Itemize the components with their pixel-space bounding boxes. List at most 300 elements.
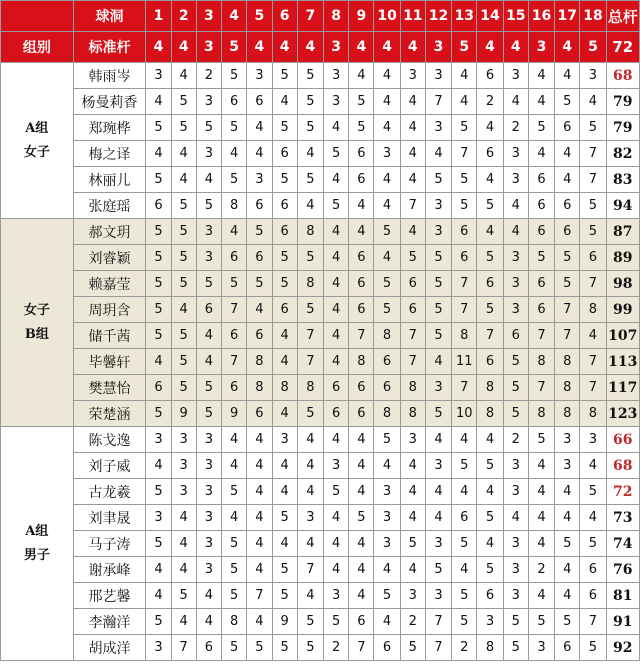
hole-score: 4 bbox=[349, 63, 374, 89]
hole-score: 5 bbox=[374, 271, 400, 297]
hole-score: 3 bbox=[425, 193, 451, 219]
hole-score: 7 bbox=[452, 271, 477, 297]
hole-score: 8 bbox=[477, 635, 503, 661]
hole-score: 5 bbox=[247, 271, 272, 297]
hole-number: 17 bbox=[555, 1, 580, 32]
hole-score: 4 bbox=[247, 505, 272, 531]
hole-score: 8 bbox=[374, 401, 400, 427]
hole-score: 8 bbox=[528, 401, 554, 427]
hole-score: 4 bbox=[247, 115, 272, 141]
hole-score: 5 bbox=[425, 557, 451, 583]
hole-score: 4 bbox=[452, 89, 477, 115]
hole-score: 7 bbox=[477, 323, 503, 349]
hole-score: 3 bbox=[247, 167, 272, 193]
hole-score: 7 bbox=[297, 557, 323, 583]
hole-score: 3 bbox=[171, 479, 196, 505]
hole-number: 8 bbox=[323, 1, 348, 32]
hole-score: 3 bbox=[323, 63, 348, 89]
hole-score: 3 bbox=[503, 583, 528, 609]
hole-score: 5 bbox=[452, 453, 477, 479]
hole-number: 5 bbox=[247, 1, 272, 32]
hole-score: 4 bbox=[477, 115, 503, 141]
hole-score: 4 bbox=[171, 557, 196, 583]
hole-score: 4 bbox=[222, 505, 247, 531]
hole-score: 4 bbox=[171, 297, 196, 323]
hole-score: 8 bbox=[555, 401, 580, 427]
hole-score: 6 bbox=[528, 219, 554, 245]
hole-score: 6 bbox=[400, 271, 425, 297]
hole-score: 4 bbox=[477, 427, 503, 453]
hole-score: 3 bbox=[272, 427, 297, 453]
hole-score: 3 bbox=[196, 479, 221, 505]
player-row bbox=[1, 531, 640, 557]
hole-score: 4 bbox=[297, 427, 323, 453]
hole-score: 5 bbox=[452, 609, 477, 635]
hole-score: 4 bbox=[349, 219, 374, 245]
player-name: 刘子威 bbox=[73, 453, 146, 479]
hole-score: 6 bbox=[349, 297, 374, 323]
hole-score: 4 bbox=[272, 453, 297, 479]
hole-score: 5 bbox=[222, 63, 247, 89]
group-name-cell bbox=[1, 219, 74, 427]
hole-score: 8 bbox=[580, 401, 606, 427]
hole-score: 5 bbox=[171, 323, 196, 349]
group-name-cell bbox=[1, 427, 74, 661]
hole-score: 4 bbox=[272, 323, 297, 349]
hole-score: 5 bbox=[580, 479, 606, 505]
par-total: 72 bbox=[606, 32, 639, 63]
hole-score: 5 bbox=[146, 297, 171, 323]
hole-number: 16 bbox=[528, 1, 554, 32]
hole-score: 6 bbox=[452, 219, 477, 245]
hole-score: 4 bbox=[400, 219, 425, 245]
par-value: 4 bbox=[400, 32, 425, 63]
hole-score: 5 bbox=[146, 609, 171, 635]
hole-score: 4 bbox=[452, 63, 477, 89]
hole-score: 5 bbox=[477, 297, 503, 323]
hole-score: 6 bbox=[477, 271, 503, 297]
hole-score: 6 bbox=[146, 193, 171, 219]
hole-score: 5 bbox=[555, 531, 580, 557]
hole-score: 5 bbox=[297, 401, 323, 427]
hole-score: 6 bbox=[452, 245, 477, 271]
par-value: 5 bbox=[452, 32, 477, 63]
hole-score: 5 bbox=[297, 115, 323, 141]
player-name: 樊慧怡 bbox=[73, 375, 146, 401]
hole-score: 8 bbox=[247, 375, 272, 401]
hole-score: 3 bbox=[555, 453, 580, 479]
hole-score: 5 bbox=[297, 63, 323, 89]
hole-score: 6 bbox=[272, 297, 297, 323]
hole-score: 5 bbox=[222, 583, 247, 609]
hole-number: 11 bbox=[400, 1, 425, 32]
player-total: 113 bbox=[606, 349, 639, 375]
hole-score: 5 bbox=[222, 479, 247, 505]
hole-score: 6 bbox=[349, 271, 374, 297]
hole-score: 4 bbox=[425, 479, 451, 505]
hole-score: 5 bbox=[222, 115, 247, 141]
hole-score: 3 bbox=[555, 427, 580, 453]
hole-score: 6 bbox=[247, 245, 272, 271]
hole-score: 3 bbox=[503, 63, 528, 89]
player-name: 胡成洋 bbox=[73, 635, 146, 661]
hole-score: 4 bbox=[374, 609, 400, 635]
hole-score: 7 bbox=[528, 375, 554, 401]
hole-score: 4 bbox=[196, 323, 221, 349]
hole-score: 7 bbox=[580, 609, 606, 635]
hole-score: 4 bbox=[171, 63, 196, 89]
hole-score: 2 bbox=[400, 609, 425, 635]
player-name: 刘聿晟 bbox=[73, 505, 146, 531]
hole-score: 4 bbox=[452, 557, 477, 583]
hole-score: 4 bbox=[374, 193, 400, 219]
hole-score: 6 bbox=[349, 375, 374, 401]
hole-score: 3 bbox=[374, 479, 400, 505]
hole-score: 3 bbox=[425, 115, 451, 141]
group-name-line2: B组 bbox=[24, 326, 49, 342]
hole-score: 5 bbox=[297, 167, 323, 193]
hole-score: 5 bbox=[425, 271, 451, 297]
hole-number: 13 bbox=[452, 1, 477, 32]
hole-score: 6 bbox=[374, 349, 400, 375]
hole-score: 8 bbox=[349, 349, 374, 375]
hole-score: 3 bbox=[425, 375, 451, 401]
hole-score: 4 bbox=[247, 297, 272, 323]
player-total: 81 bbox=[606, 583, 639, 609]
hole-number: 2 bbox=[171, 1, 196, 32]
hole-score: 4 bbox=[528, 531, 554, 557]
hole-score: 4 bbox=[528, 141, 554, 167]
hole-score: 5 bbox=[374, 427, 400, 453]
hole-score: 3 bbox=[374, 531, 400, 557]
hole-score: 9 bbox=[222, 401, 247, 427]
player-name: 林丽儿 bbox=[73, 167, 146, 193]
hole-score: 11 bbox=[452, 349, 477, 375]
hole-score: 4 bbox=[323, 271, 348, 297]
hole-score: 4 bbox=[171, 141, 196, 167]
hole-score: 5 bbox=[297, 297, 323, 323]
hole-score: 9 bbox=[272, 609, 297, 635]
hole-score: 5 bbox=[400, 531, 425, 557]
hole-score: 4 bbox=[400, 141, 425, 167]
hole-score: 5 bbox=[146, 401, 171, 427]
hole-score: 5 bbox=[272, 635, 297, 661]
hole-score: 4 bbox=[528, 505, 554, 531]
player-name: 刘睿颖 bbox=[73, 245, 146, 271]
hole-score: 4 bbox=[196, 349, 221, 375]
par-value: 4 bbox=[272, 32, 297, 63]
hole-score: 4 bbox=[555, 167, 580, 193]
hole-score: 4 bbox=[171, 167, 196, 193]
player-total: 76 bbox=[606, 557, 639, 583]
hole-score: 5 bbox=[555, 271, 580, 297]
hole-score: 6 bbox=[528, 193, 554, 219]
hole-score: 4 bbox=[247, 557, 272, 583]
hole-score: 6 bbox=[146, 375, 171, 401]
hole-score: 5 bbox=[222, 557, 247, 583]
hole-score: 8 bbox=[272, 375, 297, 401]
hole-score: 7 bbox=[297, 349, 323, 375]
hole-score: 4 bbox=[171, 531, 196, 557]
hole-score: 5 bbox=[272, 271, 297, 297]
hole-score: 5 bbox=[272, 583, 297, 609]
player-name: 荣楚涵 bbox=[73, 401, 146, 427]
par-value: 4 bbox=[171, 32, 196, 63]
hole-score: 4 bbox=[528, 479, 554, 505]
hole-score: 2 bbox=[323, 635, 348, 661]
player-name: 古龙羲 bbox=[73, 479, 146, 505]
hole-score: 6 bbox=[503, 323, 528, 349]
hole-score: 5 bbox=[400, 245, 425, 271]
hole-number: 6 bbox=[272, 1, 297, 32]
player-row bbox=[1, 635, 640, 661]
hole-score: 8 bbox=[297, 375, 323, 401]
hole-score: 4 bbox=[374, 89, 400, 115]
hole-score: 4 bbox=[349, 583, 374, 609]
hole-score: 4 bbox=[146, 453, 171, 479]
hole-score: 4 bbox=[555, 557, 580, 583]
hole-score: 5 bbox=[171, 349, 196, 375]
hole-score: 6 bbox=[580, 245, 606, 271]
par-value: 3 bbox=[196, 32, 221, 63]
player-name: 毕馨轩 bbox=[73, 349, 146, 375]
group-name-line1: 女子 bbox=[23, 302, 50, 318]
hole-score: 4 bbox=[374, 167, 400, 193]
group-name-cell bbox=[1, 63, 74, 219]
hole-score: 4 bbox=[297, 583, 323, 609]
hole-score: 4 bbox=[171, 609, 196, 635]
hole-score: 4 bbox=[323, 349, 348, 375]
par-value: 4 bbox=[477, 32, 503, 63]
hole-score: 7 bbox=[425, 89, 451, 115]
hole-score: 4 bbox=[452, 427, 477, 453]
player-row bbox=[1, 141, 640, 167]
group-name-line2: 男子 bbox=[23, 547, 50, 563]
hole-score: 4 bbox=[323, 245, 348, 271]
hole-score: 5 bbox=[146, 479, 171, 505]
hole-score: 4 bbox=[374, 63, 400, 89]
player-name: 谢承峰 bbox=[73, 557, 146, 583]
hole-score: 6 bbox=[477, 349, 503, 375]
hole-score: 4 bbox=[528, 63, 554, 89]
player-row bbox=[1, 505, 640, 531]
hole-score: 6 bbox=[349, 141, 374, 167]
hole-score: 5 bbox=[297, 89, 323, 115]
hole-score: 8 bbox=[400, 375, 425, 401]
par-value: 4 bbox=[374, 32, 400, 63]
hole-score: 5 bbox=[323, 479, 348, 505]
player-name: 郝文玥 bbox=[73, 219, 146, 245]
player-total: 107 bbox=[606, 323, 639, 349]
par-value: 4 bbox=[349, 32, 374, 63]
hole-score: 5 bbox=[196, 271, 221, 297]
player-row bbox=[1, 219, 640, 245]
hole-number: 10 bbox=[374, 1, 400, 32]
hole-score: 4 bbox=[400, 453, 425, 479]
hole-score: 3 bbox=[196, 219, 221, 245]
hole-score: 4 bbox=[146, 557, 171, 583]
hole-score: 4 bbox=[272, 349, 297, 375]
hole-score: 7 bbox=[580, 375, 606, 401]
hole-score: 6 bbox=[349, 609, 374, 635]
hole-score: 5 bbox=[503, 349, 528, 375]
hole-score: 3 bbox=[171, 427, 196, 453]
hole-score: 2 bbox=[503, 115, 528, 141]
hole-score: 5 bbox=[477, 453, 503, 479]
hole-score: 4 bbox=[400, 557, 425, 583]
hole-score: 6 bbox=[272, 219, 297, 245]
hole-score: 4 bbox=[297, 193, 323, 219]
hole-score: 6 bbox=[349, 245, 374, 271]
hole-score: 4 bbox=[580, 505, 606, 531]
hole-score: 5 bbox=[452, 167, 477, 193]
hole-score: 3 bbox=[425, 219, 451, 245]
hole-score: 6 bbox=[374, 635, 400, 661]
hole-score: 4 bbox=[247, 453, 272, 479]
hole-score: 4 bbox=[477, 167, 503, 193]
hole-score: 4 bbox=[452, 479, 477, 505]
hole-score: 7 bbox=[452, 297, 477, 323]
player-total: 72 bbox=[606, 479, 639, 505]
player-name: 陈戈逸 bbox=[73, 427, 146, 453]
hole-score: 4 bbox=[528, 89, 554, 115]
hole-score: 3 bbox=[425, 63, 451, 89]
hole-score: 3 bbox=[580, 63, 606, 89]
hole-score: 4 bbox=[272, 401, 297, 427]
hole-score: 5 bbox=[222, 271, 247, 297]
player-name: 李瀚洋 bbox=[73, 609, 146, 635]
hole-score: 2 bbox=[196, 63, 221, 89]
hole-score: 5 bbox=[146, 531, 171, 557]
hole-label: 球洞 bbox=[73, 1, 146, 32]
hole-score: 6 bbox=[247, 323, 272, 349]
player-name: 邢艺馨 bbox=[73, 583, 146, 609]
hole-score: 4 bbox=[374, 453, 400, 479]
hole-score: 5 bbox=[146, 167, 171, 193]
hole-score: 3 bbox=[400, 583, 425, 609]
hole-score: 6 bbox=[580, 557, 606, 583]
hole-score: 5 bbox=[425, 167, 451, 193]
hole-number: 15 bbox=[503, 1, 528, 32]
hole-score: 3 bbox=[323, 89, 348, 115]
hole-score: 6 bbox=[555, 193, 580, 219]
hole-score: 5 bbox=[247, 219, 272, 245]
hole-score: 4 bbox=[425, 141, 451, 167]
group-name-line2: 女子 bbox=[23, 144, 50, 160]
hole-score: 5 bbox=[146, 271, 171, 297]
hole-score: 7 bbox=[555, 323, 580, 349]
hole-score: 6 bbox=[196, 297, 221, 323]
par-value: 4 bbox=[555, 32, 580, 63]
hole-score: 4 bbox=[349, 427, 374, 453]
hole-score: 4 bbox=[400, 167, 425, 193]
hole-score: 6 bbox=[272, 141, 297, 167]
par-row bbox=[1, 32, 640, 63]
hole-number: 18 bbox=[580, 1, 606, 32]
hole-score: 3 bbox=[171, 453, 196, 479]
hole-score: 4 bbox=[555, 141, 580, 167]
hole-score: 5 bbox=[503, 635, 528, 661]
hole-score: 5 bbox=[503, 375, 528, 401]
hole-score: 4 bbox=[323, 505, 348, 531]
hole-score: 5 bbox=[452, 193, 477, 219]
hole-score: 5 bbox=[477, 505, 503, 531]
hole-score: 4 bbox=[297, 531, 323, 557]
player-row bbox=[1, 115, 640, 141]
hole-score: 5 bbox=[374, 219, 400, 245]
hole-score: 8 bbox=[528, 349, 554, 375]
hole-score: 5 bbox=[425, 245, 451, 271]
hole-score: 6 bbox=[528, 167, 554, 193]
player-row bbox=[1, 297, 640, 323]
hole-score: 3 bbox=[196, 557, 221, 583]
hole-score: 3 bbox=[146, 505, 171, 531]
hole-score: 7 bbox=[297, 323, 323, 349]
par-label: 标准杆 bbox=[73, 32, 146, 63]
hole-score: 3 bbox=[503, 297, 528, 323]
total-label: 总杆 bbox=[606, 1, 639, 32]
hole-score: 4 bbox=[477, 219, 503, 245]
hole-score: 4 bbox=[425, 427, 451, 453]
hole-score: 5 bbox=[146, 115, 171, 141]
hole-score: 4 bbox=[196, 167, 221, 193]
player-name: 杨曼莉香 bbox=[73, 89, 146, 115]
hole-score: 4 bbox=[146, 141, 171, 167]
hole-score: 8 bbox=[374, 323, 400, 349]
par-value: 4 bbox=[247, 32, 272, 63]
hole-score: 4 bbox=[323, 167, 348, 193]
hole-score: 5 bbox=[580, 531, 606, 557]
hole-score: 6 bbox=[222, 323, 247, 349]
player-row bbox=[1, 583, 640, 609]
hole-score: 5 bbox=[555, 609, 580, 635]
hole-score: 5 bbox=[272, 167, 297, 193]
hole-score: 2 bbox=[452, 635, 477, 661]
par-value: 5 bbox=[222, 32, 247, 63]
player-row bbox=[1, 349, 640, 375]
hole-score: 4 bbox=[323, 323, 348, 349]
hole-score: 8 bbox=[222, 193, 247, 219]
hole-score: 6 bbox=[272, 193, 297, 219]
player-row bbox=[1, 271, 640, 297]
hole-score: 6 bbox=[477, 63, 503, 89]
hole-number: 12 bbox=[425, 1, 451, 32]
hole-score: 5 bbox=[171, 115, 196, 141]
hole-score: 8 bbox=[477, 401, 503, 427]
hole-score: 5 bbox=[425, 297, 451, 323]
hole-score: 5 bbox=[222, 531, 247, 557]
hole-score: 4 bbox=[477, 531, 503, 557]
hole-score: 5 bbox=[323, 609, 348, 635]
hole-score: 4 bbox=[146, 89, 171, 115]
hole-score: 8 bbox=[400, 401, 425, 427]
hole-score: 4 bbox=[323, 297, 348, 323]
hole-number: 9 bbox=[349, 1, 374, 32]
hole-score: 8 bbox=[580, 297, 606, 323]
hole-score: 4 bbox=[503, 505, 528, 531]
hole-score: 7 bbox=[222, 297, 247, 323]
hole-score: 6 bbox=[477, 583, 503, 609]
hole-score: 5 bbox=[400, 635, 425, 661]
hole-score: 4 bbox=[580, 323, 606, 349]
hole-score: 4 bbox=[528, 583, 554, 609]
hole-number: 1 bbox=[146, 1, 171, 32]
player-name: 梅之译 bbox=[73, 141, 146, 167]
hole-score: 6 bbox=[222, 375, 247, 401]
player-total: 73 bbox=[606, 505, 639, 531]
hole-score: 4 bbox=[425, 349, 451, 375]
hole-score: 5 bbox=[171, 219, 196, 245]
